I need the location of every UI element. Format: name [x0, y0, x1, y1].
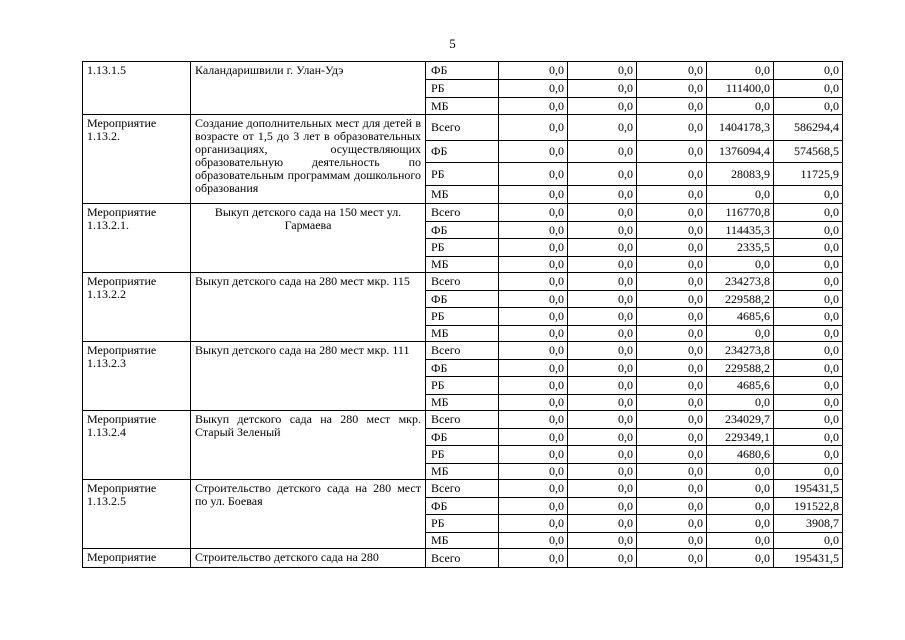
amount-cell: 0,0 [568, 515, 637, 533]
amount-cell: 0,0 [774, 186, 843, 204]
amount-cell: 0,0 [637, 80, 707, 98]
amount-cell: 11725,9 [774, 163, 843, 186]
amount-cell: 4680,6 [707, 446, 774, 464]
amount-cell: 0,0 [568, 98, 637, 115]
amount-cell: 0,0 [637, 377, 707, 395]
amount-cell: 0,0 [568, 464, 637, 480]
measure-code-cell: Мероприятие 1.13.2.1. [83, 204, 191, 273]
amount-cell: 0,0 [637, 204, 707, 222]
measure-name-cell: Создание дополнительных мест для детей в возрасте от 1,5 до 3 лет в образовательных организациях, осуществляющих образовательную деятельность по образовательным программам дошкольного образования [191, 115, 426, 204]
amount-cell: 0,0 [637, 480, 707, 498]
funding-source-cell: Всего [426, 480, 499, 498]
amount-cell: 0,0 [499, 308, 568, 326]
amount-cell: 0,0 [499, 411, 568, 429]
amount-cell: 0,0 [568, 222, 637, 239]
amount-cell: 0,0 [707, 498, 774, 515]
amount-cell: 229349,1 [707, 429, 774, 446]
amount-cell: 195431,5 [774, 480, 843, 498]
amount-cell: 0,0 [774, 360, 843, 377]
amount-cell: 0,0 [637, 141, 707, 163]
amount-cell: 586294,4 [774, 115, 843, 141]
amount-cell: 3908,7 [774, 515, 843, 533]
amount-cell: 0,0 [774, 291, 843, 308]
amount-cell: 0,0 [499, 326, 568, 342]
amount-cell: 0,0 [707, 464, 774, 480]
amount-cell: 0,0 [568, 377, 637, 395]
amount-cell: 0,0 [568, 115, 637, 141]
amount-cell: 0,0 [774, 342, 843, 360]
table-row [83, 204, 843, 222]
amount-cell: 0,0 [774, 98, 843, 115]
funding-source-cell: МБ [426, 464, 499, 480]
table-row [83, 115, 843, 141]
amount-cell: 0,0 [499, 163, 568, 186]
measure-code-cell: Мероприятие [83, 549, 191, 568]
amount-cell: 0,0 [707, 533, 774, 549]
amount-cell: 0,0 [499, 80, 568, 98]
amount-cell: 0,0 [774, 222, 843, 239]
amount-cell: 0,0 [499, 429, 568, 446]
table-row [83, 342, 843, 360]
measure-code-cell: Мероприятие 1.13.2.5 [83, 480, 191, 549]
amount-cell: 0,0 [568, 429, 637, 446]
measure-name-cell: Выкуп детского сада на 280 мест мкр. Старый Зеленый [191, 411, 426, 480]
amount-cell: 0,0 [499, 273, 568, 291]
amount-cell: 0,0 [568, 446, 637, 464]
funding-source-cell: ФБ [426, 222, 499, 239]
amount-cell: 0,0 [568, 395, 637, 411]
amount-cell: 0,0 [637, 533, 707, 549]
measure-name-cell: Строительство детского сада на 280 [191, 549, 426, 568]
measure-code-cell: Мероприятие 1.13.2.2 [83, 273, 191, 342]
funding-source-cell: ФБ [426, 141, 499, 163]
amount-cell: 0,0 [499, 186, 568, 204]
amount-cell: 0,0 [568, 204, 637, 222]
amount-cell: 229588,2 [707, 291, 774, 308]
funding-source-cell: Всего [426, 549, 499, 568]
funding-source-cell: ФБ [426, 62, 499, 80]
amount-cell: 0,0 [637, 62, 707, 80]
amount-cell: 0,0 [774, 429, 843, 446]
amount-cell: 0,0 [637, 515, 707, 533]
amount-cell: 0,0 [637, 273, 707, 291]
amount-cell: 0,0 [774, 257, 843, 273]
funding-source-cell: ФБ [426, 291, 499, 308]
amount-cell: 0,0 [774, 239, 843, 257]
amount-cell: 0,0 [707, 62, 774, 80]
amount-cell: 234273,8 [707, 273, 774, 291]
funding-source-cell: МБ [426, 326, 499, 342]
funding-source-cell: Всего [426, 115, 499, 141]
amount-cell: 0,0 [568, 257, 637, 273]
measure-name-cell: Выкуп детского сада на 280 мест мкр. 115 [191, 273, 426, 342]
amount-cell: 0,0 [637, 549, 707, 568]
amount-cell: 0,0 [568, 273, 637, 291]
table-row [83, 62, 843, 80]
amount-cell: 0,0 [568, 480, 637, 498]
amount-cell: 111400,0 [707, 80, 774, 98]
measure-name-cell: Выкуп детского сада на 150 мест ул. Гармаева [191, 204, 426, 273]
measure-code-cell: Мероприятие 1.13.2.4 [83, 411, 191, 480]
funding-source-cell: РБ [426, 308, 499, 326]
amount-cell: 0,0 [499, 480, 568, 498]
amount-cell: 0,0 [568, 533, 637, 549]
amount-cell: 0,0 [568, 186, 637, 204]
amount-cell: 0,0 [499, 115, 568, 141]
amount-cell: 0,0 [774, 464, 843, 480]
amount-cell: 0,0 [774, 308, 843, 326]
amount-cell: 0,0 [637, 360, 707, 377]
amount-cell: 0,0 [568, 549, 637, 568]
amount-cell: 0,0 [568, 141, 637, 163]
amount-cell: 0,0 [568, 291, 637, 308]
funding-source-cell: РБ [426, 377, 499, 395]
funding-source-cell: РБ [426, 446, 499, 464]
amount-cell: 0,0 [707, 480, 774, 498]
table-row [83, 411, 843, 429]
funding-source-cell: МБ [426, 257, 499, 273]
amount-cell: 0,0 [637, 239, 707, 257]
amount-cell: 0,0 [774, 80, 843, 98]
amount-cell: 0,0 [568, 326, 637, 342]
amount-cell: 234273,8 [707, 342, 774, 360]
amount-cell: 0,0 [774, 411, 843, 429]
funding-source-cell: РБ [426, 163, 499, 186]
amount-cell: 0,0 [499, 291, 568, 308]
amount-cell: 0,0 [568, 498, 637, 515]
amount-cell: 0,0 [637, 446, 707, 464]
table-row [83, 549, 843, 568]
measure-name-cell: Строительство детского сада на 280 мест по ул. Боевая [191, 480, 426, 549]
amount-cell: 0,0 [499, 98, 568, 115]
amount-cell: 0,0 [637, 498, 707, 515]
measure-code-cell: 1.13.1.5 [83, 62, 191, 115]
amount-cell: 0,0 [637, 429, 707, 446]
table-row [83, 480, 843, 498]
amount-cell: 0,0 [499, 222, 568, 239]
amount-cell: 0,0 [774, 326, 843, 342]
amount-cell: 0,0 [707, 549, 774, 568]
amount-cell: 0,0 [707, 395, 774, 411]
amount-cell: 0,0 [499, 239, 568, 257]
amount-cell: 4685,6 [707, 377, 774, 395]
amount-cell: 0,0 [568, 239, 637, 257]
amount-cell: 0,0 [774, 395, 843, 411]
amount-cell: 0,0 [637, 395, 707, 411]
measure-code-cell: Мероприятие 1.13.2. [83, 115, 191, 204]
amount-cell: 0,0 [774, 377, 843, 395]
measure-code-cell: Мероприятие 1.13.2.3 [83, 342, 191, 411]
amount-cell: 234029,7 [707, 411, 774, 429]
amount-cell: 0,0 [499, 360, 568, 377]
amount-cell: 0,0 [774, 446, 843, 464]
amount-cell: 0,0 [568, 80, 637, 98]
amount-cell: 0,0 [774, 273, 843, 291]
amount-cell: 0,0 [707, 98, 774, 115]
amount-cell: 0,0 [499, 533, 568, 549]
amount-cell: 1404178,3 [707, 115, 774, 141]
amount-cell: 191522,8 [774, 498, 843, 515]
funding-source-cell: МБ [426, 98, 499, 115]
amount-cell: 0,0 [499, 498, 568, 515]
amount-cell: 0,0 [637, 186, 707, 204]
amount-cell: 0,0 [499, 204, 568, 222]
measure-name-cell: Выкуп детского сада на 280 мест мкр. 111 [191, 342, 426, 411]
amount-cell: 0,0 [637, 291, 707, 308]
amount-cell: 4685,6 [707, 308, 774, 326]
amount-cell: 0,0 [707, 257, 774, 273]
funding-source-cell: Всего [426, 411, 499, 429]
amount-cell: 0,0 [499, 62, 568, 80]
amount-cell: 0,0 [499, 377, 568, 395]
funding-source-cell: МБ [426, 395, 499, 411]
funding-source-cell: Всего [426, 273, 499, 291]
funding-source-cell: РБ [426, 239, 499, 257]
funding-source-cell: МБ [426, 533, 499, 549]
amount-cell: 0,0 [568, 411, 637, 429]
amount-cell: 116770,8 [707, 204, 774, 222]
amount-cell: 0,0 [499, 395, 568, 411]
amount-cell: 574568,5 [774, 141, 843, 163]
budget-table [82, 61, 843, 568]
amount-cell: 0,0 [499, 257, 568, 273]
amount-cell: 195431,5 [774, 549, 843, 568]
amount-cell: 0,0 [774, 204, 843, 222]
amount-cell: 0,0 [637, 257, 707, 273]
budget-table-body [83, 62, 843, 568]
amount-cell: 0,0 [499, 342, 568, 360]
amount-cell: 0,0 [637, 411, 707, 429]
amount-cell: 0,0 [707, 326, 774, 342]
amount-cell: 0,0 [499, 515, 568, 533]
page-number: 5 [449, 36, 456, 51]
funding-source-cell: РБ [426, 515, 499, 533]
amount-cell: 0,0 [499, 141, 568, 163]
amount-cell: 229588,2 [707, 360, 774, 377]
amount-cell: 0,0 [637, 326, 707, 342]
funding-source-cell: ФБ [426, 360, 499, 377]
amount-cell: 0,0 [637, 464, 707, 480]
amount-cell: 0,0 [707, 186, 774, 204]
amount-cell: 0,0 [568, 163, 637, 186]
funding-source-cell: Всего [426, 342, 499, 360]
funding-source-cell: РБ [426, 80, 499, 98]
amount-cell: 0,0 [568, 62, 637, 80]
funding-source-cell: ФБ [426, 498, 499, 515]
amount-cell: 28083,9 [707, 163, 774, 186]
amount-cell: 0,0 [499, 464, 568, 480]
amount-cell: 0,0 [637, 342, 707, 360]
amount-cell: 0,0 [499, 446, 568, 464]
amount-cell: 0,0 [568, 360, 637, 377]
amount-cell: 0,0 [637, 222, 707, 239]
funding-source-cell: Всего [426, 204, 499, 222]
amount-cell: 0,0 [637, 163, 707, 186]
amount-cell: 0,0 [774, 533, 843, 549]
amount-cell: 1376094,4 [707, 141, 774, 163]
amount-cell: 0,0 [637, 98, 707, 115]
funding-source-cell: МБ [426, 186, 499, 204]
amount-cell: 0,0 [568, 308, 637, 326]
amount-cell: 0,0 [637, 308, 707, 326]
amount-cell: 2335,5 [707, 239, 774, 257]
amount-cell: 114435,3 [707, 222, 774, 239]
amount-cell: 0,0 [499, 549, 568, 568]
amount-cell: 0,0 [568, 342, 637, 360]
table-row [83, 273, 843, 291]
amount-cell: 0,0 [774, 62, 843, 80]
amount-cell: 0,0 [707, 515, 774, 533]
amount-cell: 0,0 [637, 115, 707, 141]
measure-name-cell: Каландаришвили г. Улан-Удэ [191, 62, 426, 115]
funding-source-cell: ФБ [426, 429, 499, 446]
